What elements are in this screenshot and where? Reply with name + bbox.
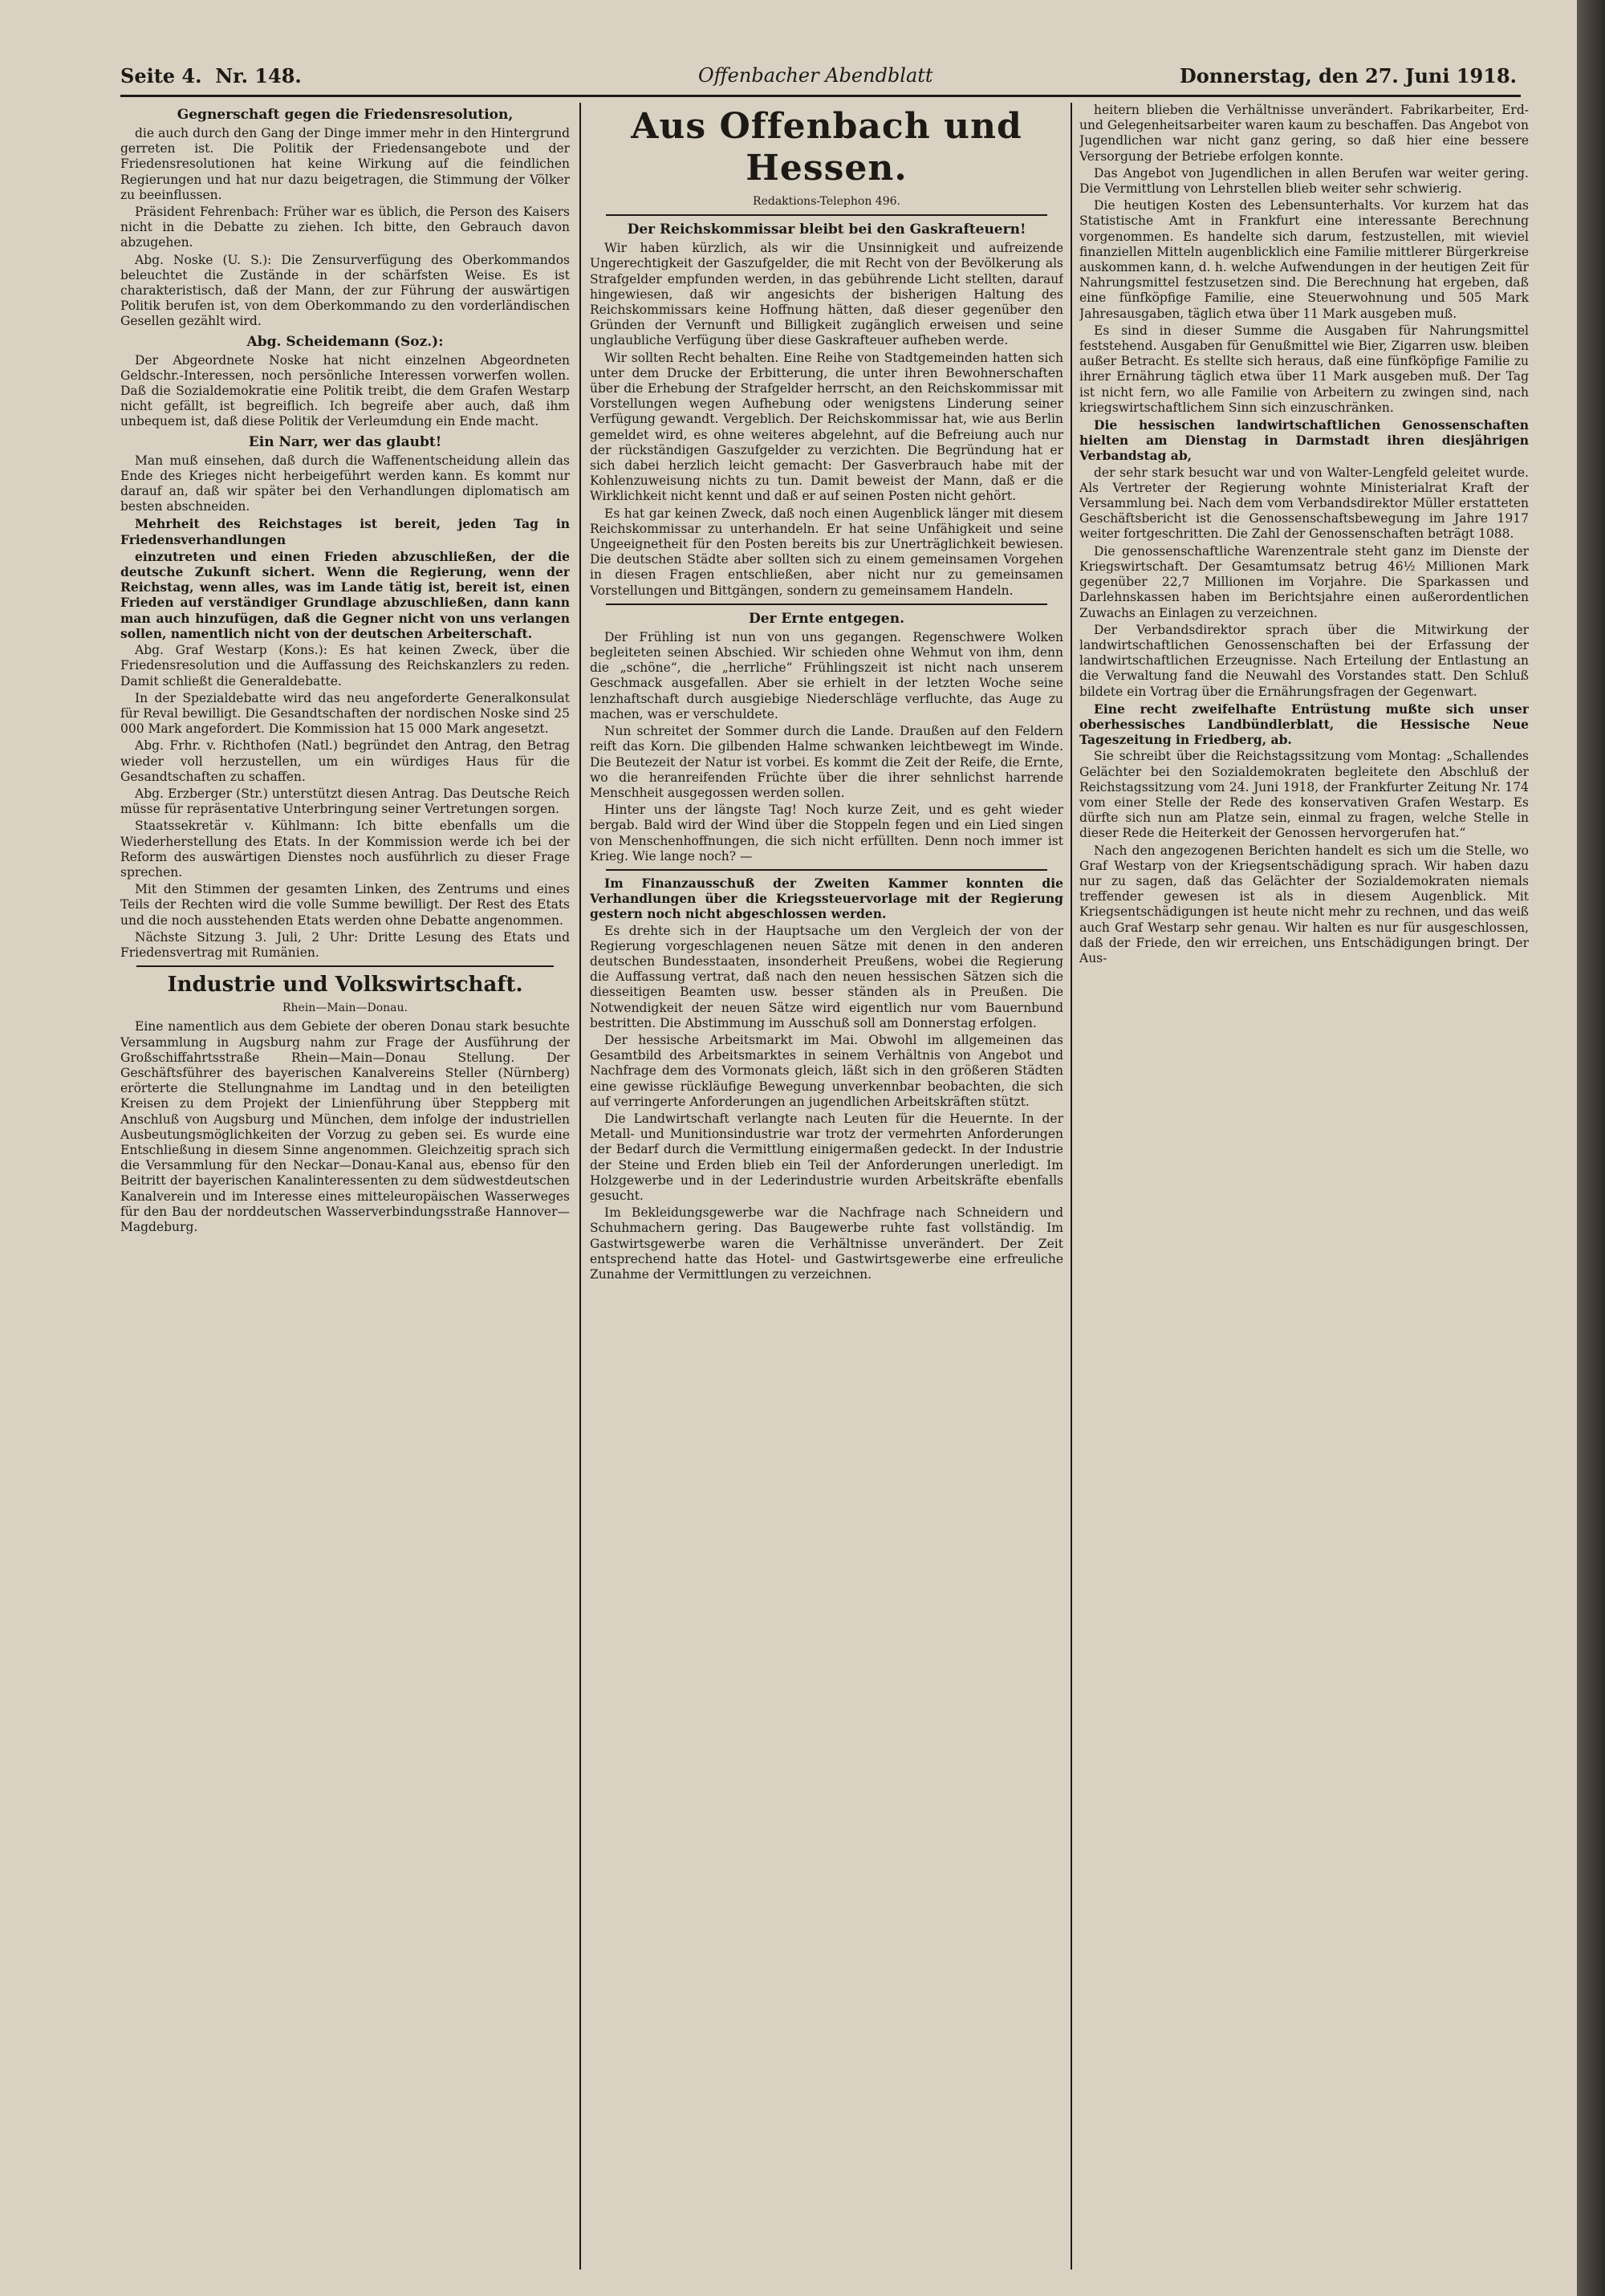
paragraph: Die Landwirtschaft verlangte nach Leuten für die Heuernte. In der Metall- und Munitionsindustrie war trotz der vermehrten Anforderungen der Bedarf durch die Vermittlung einigermaßen gedeckt. In der Industrie der Steine und Erden blieb ein Teil der Anforderungen unerledigt. Im Holzgewerbe und in der Lederindustrie wurden Arbeitskräfte ebenfalls gesucht. xyxy=(590,1111,1063,1203)
paragraph: Abg. Graf Westarp (Kons.): Es hat keinen Zweck, über die Friedensresolution und die Auffassung des Reichskanzlers zu reden. Damit schließt die Generaldebatte. xyxy=(120,643,570,689)
paragraph: Nun schreitet der Sommer durch die Lande. Draußen auf den Feldern reift das Korn. Die gilbenden Halme schwanken leichtbewegt im Winde. Die Beutezeit der Natur ist vorbei. Es kommt die Zeit der Reife, die Ernte, wo die heranreifenden Früchte über die ihrer sehnlichst harrende Menschheit ausgegossen werden sollen. xyxy=(590,724,1063,800)
paragraph: Mit den Stimmen der gesamten Linken, des Zentrums und eines Teils der Rechten wird die volle Summe bewilligt. Der Rest des Etats und die noch ausstehenden Etats werden ohne Debatte angenommen. xyxy=(120,882,570,928)
paragraph: Der Frühling ist nun von uns gegangen. Regenschwere Wolken begleiteten seinen Abschied. Wir schieden ohne Wehmut von ihm, denn die „schöne“, die „herrliche“ Frühlingszeit ist nicht nach unserem Geschmack ausgefallen. Aber sie erhielt in der letzten Woche seine lenzhaftschaft durch ausgiebige Niederschläge verfluchte, das Auge zu machen, was er verschuldete. xyxy=(590,629,1063,721)
masthead-divider xyxy=(606,214,1047,216)
article-lead: Im Finanzausschuß der Zweiten Kammer konnten die Verhandlungen über die Kriegssteuervorlage mit der Regierung gestern noch nicht abgeschlossen werden. xyxy=(590,875,1063,922)
paragraph: Sie schreibt über die Reichstagssitzung vom Montag: „Schallendes Gelächter bei den Sozialdemokraten begleitete den Abschluß der Reichstagssitzung vom 24. Juni 1918, der Frankfurter Zeitung Nr. 174 vom einer Stelle der Rede des konservativen Grafen Westarp. Es dürfte sich nun am Platze sein, einmal zu fragen, welche Stelle in dieser Rede die Heiterkeit der Genossen hervorgerufen hat.“ xyxy=(1079,749,1529,841)
speaker-heading: Abg. Scheidemann (Soz.): xyxy=(246,333,444,350)
paragraph: Wir sollten Recht behalten. Eine Reihe von Stadtgemeinden hatten sich unter dem Drucke der Erbitterung, die unter ihren Bewohnerschaften über die Erhebung der Strafgelder herrscht, an den Reichskommissar mit Vorstellungen wegen Aufhebung oder wenigstens Linderung seiner Verfügung gewandt. Vergeblich. Der Reichskommissar hat, wie aus Berlin gemeldet wird, es ohne weiteres abgelehnt, auf die Befreiung auch nur der rückständigen Gaszufgelder zu verzichten. Die Begründung hat er sich dabei herzlich leicht gemacht: Der Gasverbrauch habe mit der Kohlenzuweisung nichts zu tun. Damit beweist der Mann, daß er die Wirklichkeit nicht kennt und daß er auf seinen Posten nicht gehört. xyxy=(590,350,1063,504)
paragraph: die auch durch den Gang der Dinge immer mehr in den Hintergrund gerreten ist. Die Politik der Friedensangebote und der Friedensresolutionen hat keine Wirkung auf die feindlichen Regierungen und hat nur dazu beigetragen, die Stimmung der Völker zu beeinflussen. xyxy=(120,126,570,202)
paragraph: Es hat gar keinen Zweck, daß noch einen Augenblick länger mit diesem Reichskommissar zu unterhandeln. Er hat seine Unfähigkeit und seine Ungeeignetheit für den Posten bereits bis zur Unerträglichkeit bewiesen. Die deutschen Städte aber sollten sich zu einem gemeinsamen Vorgehen in diesen Fragen entschließen, aber nicht nur zu gemeinsamen Vorstellungen und Bittgängen, sondern zu gemeinsamem Handeln. xyxy=(590,506,1063,598)
paragraph: heitern blieben die Verhältnisse unverändert. Fabrikarbeiter, Erd- und Gelegenheitsarbeiter waren kaum zu beschaffen. Das Angebot von Jugendlichen war nicht ganz gering, so daß hier eine bessere Versorgung der Betriebe erfolgen konnte. xyxy=(1079,103,1529,164)
page-number: Seite 4. Nr. 148. xyxy=(120,64,302,87)
section-subheading: Rhein—Main—Donau. xyxy=(282,1002,408,1015)
column-rule-2 xyxy=(1071,103,1072,2270)
paragraph: Es sind in dieser Summe die Ausgaben für Nahrungsmittel feststehend. Ausgaben für Genußmittel wie Bier, Zigarren usw. bleiben außer Betracht. Es stellte sich heraus, daß eine fünfköpfige Familie zu ihrer Ernährung täglich etwa über 11 Mark ausgeben muß. Der Tag ist nicht fern, wo alle Familie von Arbeitern zu zwingen sind, nach kriegswirtschaftlichem Sinn sich einzuschränken. xyxy=(1079,323,1529,415)
issue-date: Donnerstag, den 27. Juni 1918. xyxy=(1179,64,1517,87)
paper-name: Offenbacher Abendblatt xyxy=(698,64,933,87)
paragraph: Das Angebot von Jugendlichen in allen Berufen war weiter gering. Die Vermittlung von Lehrstellen blieb weiter sehr schwierig. xyxy=(1079,165,1529,197)
paragraph: In der Spezialdebatte wird das neu angeforderte Generalkonsulat für Reval bewilligt. Die Gesandtschaften der nordischen Noske sind 25 000 Mark angefordert. Die Kommission hat 15 000 Mark angesetzt. xyxy=(120,690,570,737)
article-lead: Die hessischen landwirtschaftlichen Genossenschaften hielten am Dienstag in Darmstadt ihren diesjährigen Verbandstag ab, xyxy=(1079,417,1529,464)
paragraph: Staatssekretär v. Kühlmann: Ich bitte ebenfalls um die Wiederherstellung des Etats. In der Kommission werde ich bei der Reform des auswärtigen Dienstes noch ausführlich zu dieser Frage sprechen. xyxy=(120,819,570,880)
paragraph: der sehr stark besucht war und von Walter-Lengfeld geleitet wurde. Als Vertreter der Regierung wohnte Ministerialrat Kraft der Versammlung bei. Nach dem vom Verbandsdirektor Müller erstatteten Geschäftsbericht ist die Genossenschaftsbewegung im Jahre 1917 weiter fortgeschritten. Die Zahl der Genossenschaften beträgt 1088. xyxy=(1079,465,1529,542)
header-rule xyxy=(120,95,1521,97)
paragraph: Abg. Noske (U. S.): Die Zensurverfügung des Oberkommandos beleuchtet die Zustände in der schärfsten Weise. Es ist charakteristisch, daß der Mann, der zur Führung der auswärtigen Politik berufen ist, von dem Oberkommando zu den vorderländischen Gesellen gezählt wird. xyxy=(120,252,570,329)
paragraph: Wir haben kürzlich, als wir die Unsinnigkeit und aufreizende Ungerechtigkeit der Gaszufgelder, die mit Recht von der Bevölkerung als Strafgelder empfunden werden, in das gebührende Licht stellten, darauf hingewiesen, daß wir angesichts der bisherigen Haltung des Reichskommissars keine Hoffnung hätten, daß dieser gegenüber den Gründen der Vernunft und Billigkeit zugänglich erweisen und seine unglaubliche Verfügung über diese Gaskrafteuer aufheben werde. xyxy=(590,241,1063,348)
page-binding-edge xyxy=(1577,0,1605,2296)
bold-paragraph: einzutreten und einen Frieden abzuschließen, der die deutsche Zukunft sichert. Wenn die Regierung, wenn der Reichstag, wenn alles, was im Lande tätig ist, bereit ist, einen Frieden auf verständiger Grundlage abzuschließen, dann kann man auch hinzufügen, daß die Gegner nicht von uns verlangen sollen, namentlich nicht von der deutschen Arbeiterschaft. xyxy=(120,548,570,641)
article-heading: Der Reichskommissar bleibt bei den Gaskrafteuern! xyxy=(627,221,1026,238)
subheading: Ein Narr, wer das glaubt! xyxy=(248,433,442,450)
paragraph: Der Abgeordnete Noske hat nicht einzelnen Abgeordneten Geldschr.-Interessen, noch persönliche Interessen vorwerfen wollen. Daß die Sozialdemokratie eine Politik treibt, die dem Grafen Westarp nicht gefällt, ist begreiflich. Ich begreife aber auch, daß ihm unbequem ist, daß diese Politik der Verleumdung ein Ende macht. xyxy=(120,352,570,429)
paragraph: Es drehte sich in der Hauptsache um den Vergleich der von der Regierung vorgeschlagenen neuen Sätze mit denen in den anderen deutschen Bundesstaaten, insonderheit Preußens, wobei die Regierung die Auffassung vertrat, daß nach den neuen hessischen Sätzen sich die diesseitigen Beamten usw. besser ständen als in Preußen. Die Notwendigkeit der neuen Sätze wird eigentlich nur vom Bauernbund bestritten. Die Abstimmung im Ausschuß soll am Donnerstag erfolgen. xyxy=(590,923,1063,1030)
column-rule-1 xyxy=(579,103,581,2270)
paragraph: Man muß einsehen, daß durch die Waffenentscheidung allein das Ende des Krieges nicht herbeigeführt werden kann. Es kommt nur darauf an, daß wir später bei den Verhandlungen diplomatisch am besten abschneiden. xyxy=(120,453,570,514)
section-divider xyxy=(136,965,554,967)
article-divider xyxy=(606,603,1047,605)
article-divider xyxy=(606,869,1047,871)
paragraph: Der Verbandsdirektor sprach über die Mitwirkung der landwirtschaftlichen Genossenschaften bei der Erfassung der landwirtschaftlichen Erzeugnisse. Nach Erteilung der Entlastung an die Verwaltung fand die Neuwahl des Vorstandes statt. Den Schluß bildete ein Vortrag über die Ernährungsfragen der Gegenwart. xyxy=(1079,622,1529,699)
page-header xyxy=(120,64,1517,93)
editorial-phone: Redaktions-Telephon 496. xyxy=(753,195,900,208)
paragraph: Eine namentlich aus dem Gebiete der oberen Donau stark besuchte Versammlung in Augsburg nahm zur Frage der Ausführung der Großschiffahrtsstraße Rhein—Main—Donau Stellung. Der Geschäftsführer des bayerischen Kanalvereins Steller (Nürnberg) erörterte die Stellungnahme im Landtag und in den beteiligten Kreisen zu dem Projekt der Linienführung über Steppberg mit Anschluß von Augsburg und München, dem infolge der industriellen Ausbeutungsmöglichkeiten der Vorzug zu geben sei. Es wurde eine Entschließung in diesem Sinne angenommen. Gleichzeitig sprach sich die Versammlung für den Neckar—Donau-Kanal aus, ebenso für den Beitritt der bayerischen Kanalinteressenten zu dem südwestdeutschen Kanalverein und im Interesse eines mitteleuropäischen Wasserweges für den Bau der norddeutschen Wasserverbindungsstraße Hannover—Magdeburg. xyxy=(120,1019,570,1234)
section-heading: Industrie und Volkswirtschaft. xyxy=(167,973,523,998)
paragraph: Abg. Erzberger (Str.) unterstützt diesen Antrag. Das Deutsche Reich müsse für repräsentative Unterbringung seiner Vertretungen sorgen. xyxy=(120,786,570,817)
paragraph: Nächste Sitzung 3. Juli, 2 Uhr: Dritte Lesung des Etats und Friedensvertrag mit Rumänien. xyxy=(120,929,570,960)
paragraph: Präsident Fehrenbach: Früher war es üblich, die Person des Kaisers nicht in die Debatte zu ziehen. Ich bitte, den Gebrauch davon abzugehen. xyxy=(120,205,570,250)
paragraph: Die genossenschaftliche Warenzentrale steht ganz im Dienste der Kriegswirtschaft. Der Gesamtumsatz betrug 46½ Millionen Mark gegenüber 22,7 Millionen im Vorjahre. Die Sparkassen und Darlehnskassen haben im Berichtsjahre einen außerordentlichen Zuwachs an Einlagen zu verzeichnen. xyxy=(1079,543,1529,620)
column-middle xyxy=(590,103,1063,2270)
local-news-masthead: Aus Offenbach und Hessen. xyxy=(631,106,1022,189)
column-left xyxy=(120,103,570,2270)
bold-statement: Mehrheit des Reichstages ist bereit, jeden Tag in Friedensverhandlungen xyxy=(120,516,570,547)
column-right xyxy=(1079,103,1529,2270)
paragraph: Im Bekleidungsgewerbe war die Nachfrage nach Schneidern und Schuhmachern gering. Das Baugewerbe ruhte fast vollständig. Im Gastwirtsgewerbe waren die Verhältnisse unverändert. Der Zeit entsprechend hatte das Hotel- und Gastwirtsgewerbe eine erfreuliche Zunahme der Vermittlungen zu verzeichnen. xyxy=(590,1205,1063,1282)
paragraph: Der hessische Arbeitsmarkt im Mai. Obwohl im allgemeinen das Gesamtbild des Arbeitsmarktes in seinem Verhältnis von Angebot und Nachfrage dem des Vormonats gleich, läßt sich in den größeren Städten eine gewisse rückläufige Bewegung unverkennbar beobachten, die sich auf verringerte Anforderungen an jugendlichen Arbeitskräften stützt. xyxy=(590,1032,1063,1109)
paragraph: Nach den angezogenen Berichten handelt es sich um die Stelle, wo Graf Westarp von der Kriegsentschädigung sprach. Wir haben dazu nur zu sagen, daß das Gelächter der Sozialdemokraten niemals treffender gewesen ist als in diesem Augenblick. Mit Kriegsentschädigungen ist heute nicht mehr zu rechnen, und das weiß auch Graf Westarp sehr genau. Wir halten es nur für ausgeschlossen, daß der Friede, den wir erreichen, uns Entschädigungen bringt. Der Aus- xyxy=(1079,843,1529,965)
paragraph: Die heutigen Kosten des Lebensunterhalts. Vor kurzem hat das Statistische Amt in Frankfurt eine interessante Berechnung vorgenommen. Es handelte sich darum, festzustellen, mit wieviel finanziellen Mitteln augenblicklich eine Familie mittlerer Bürgerkreise auskommen kann, d. h. welche Aufwendungen in der heutigen Zeit für Nahrungsmittel festzusetzen sind. Die Berechnung hat ergeben, daß eine fünfköpfige Familie, eine Steuerwohnung und 505 Mark Jahresausgaben, täglich etwa über 11 Mark ausgeben muß. xyxy=(1079,198,1529,321)
article-lead: Eine recht zweifelhafte Entrüstung mußte sich unser oberhessisches Landbündlerblatt, die Hessische Neue Tageszeitung in Friedberg, ab. xyxy=(1079,701,1529,748)
heading: Gegnerschaft gegen die Friedensresolution, xyxy=(177,107,514,123)
article-heading: Der Ernte entgegen. xyxy=(748,610,904,627)
paragraph: Hinter uns der längste Tag! Noch kurze Zeit, und es geht wieder bergab. Bald wird der Wind über die Stoppeln fegen und ein Lied singen von Menschenhoffnungen, die sich nicht erfüllten. Denn noch immer ist Krieg. Wie lange noch? — xyxy=(590,803,1063,864)
paragraph: Abg. Frhr. v. Richthofen (Natl.) begründet den Antrag, den Betrag wieder voll herzustellen, um ein würdiges Haus für die Gesandtschaften zu schaffen. xyxy=(120,738,570,784)
